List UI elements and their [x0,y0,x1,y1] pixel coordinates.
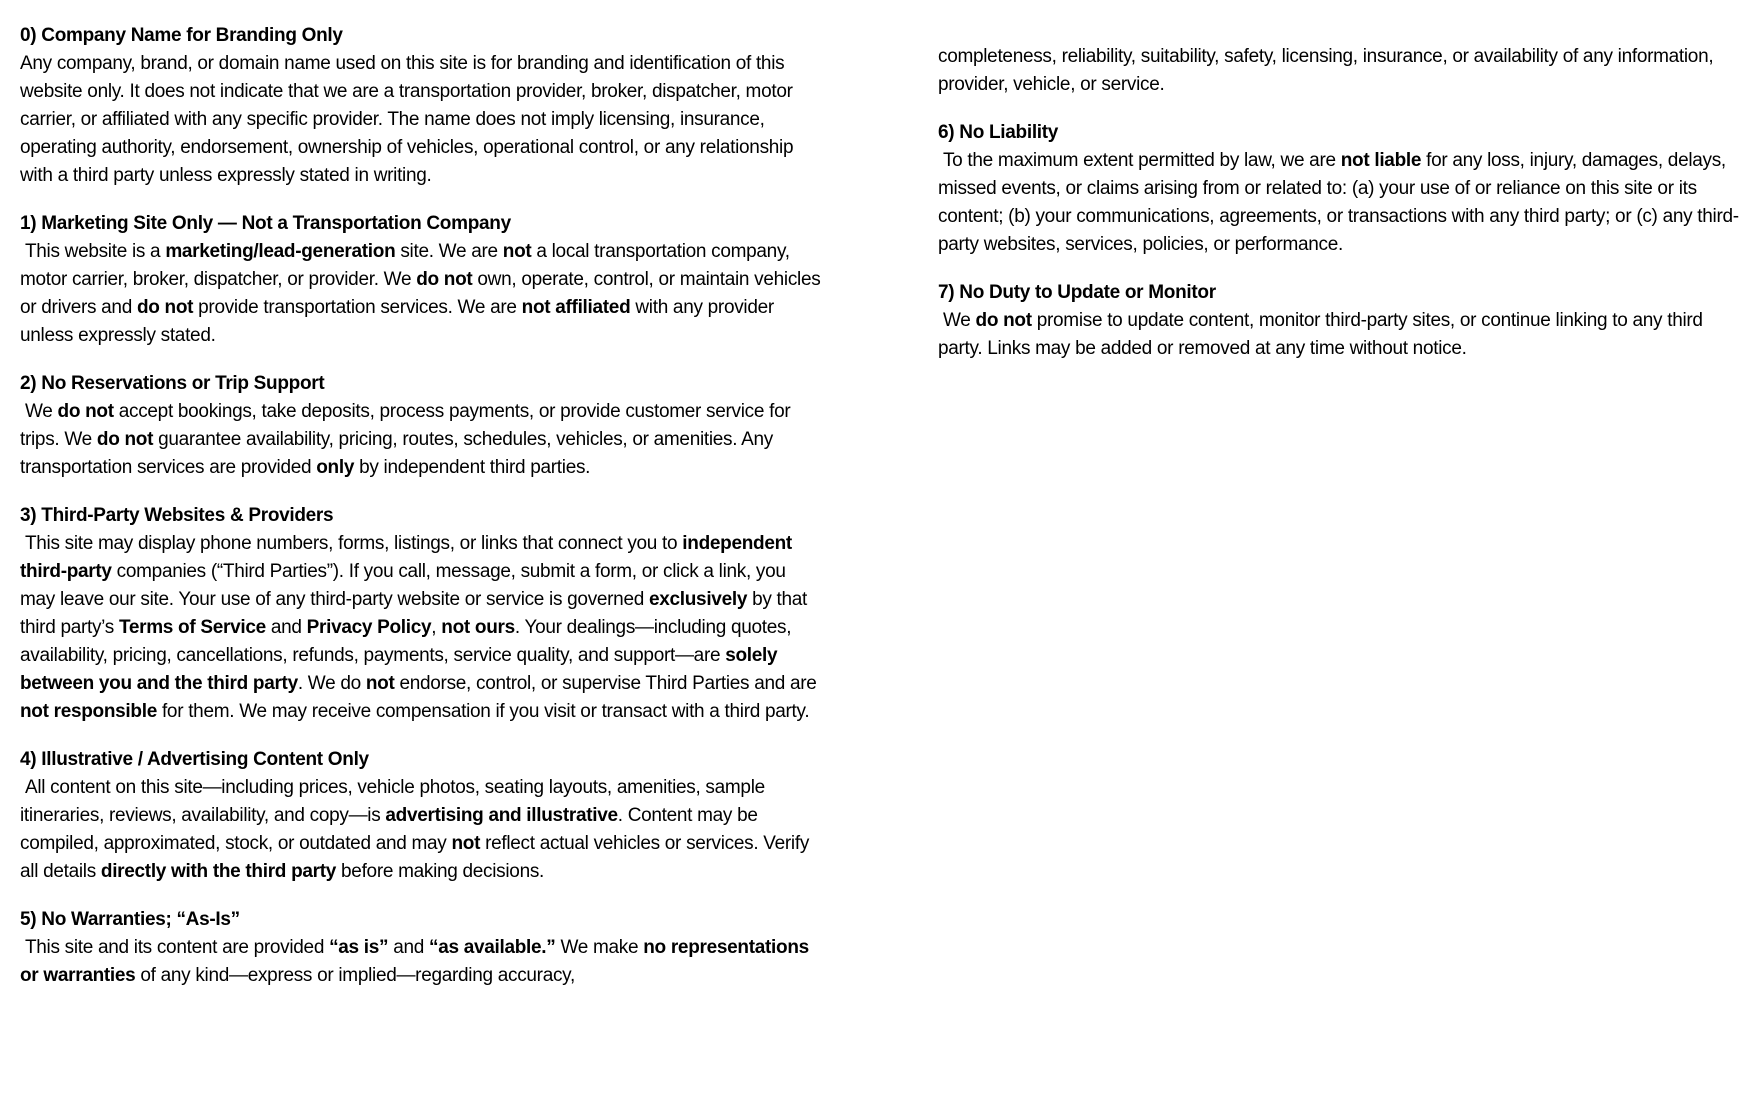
text-segment: companies (“Third Parties”). If you call, message, submit a form, or click a link, you may leave our site. Your use of any third-party website or service is governed [20,561,791,610]
bold-text-segment: do not [136,297,194,318]
text-segment: before making decisions. [336,861,545,882]
bold-text-segment: not [365,673,395,694]
text-segment: of any kind—express or implied—regarding accuracy, [135,965,575,986]
text-segment: site. We are [395,241,503,262]
text-segment: . Content may be compiled, approximated, stock, or outdated and may [20,805,763,854]
text-segment: This site may display phone numbers, forms, listings, or links that connect you to [20,533,683,554]
bold-text-segment: do not [57,401,114,422]
text-segment: by that third party’s [20,589,812,638]
text-segment: with any provider unless expressly stated. [20,297,779,346]
text-segment: for any loss, injury, damages, delays, missed events, or claims arising from or related to: (a) your use of or reliance on this site or its content; (b) your communications, agreements, or transactions with any third party; or (c) any third-party websites, services, policies, or performance. [938,150,1739,255]
bold-text-segment: directly with the third party [100,861,337,882]
text-segment: and [388,937,430,958]
bold-text-segment: do not [975,310,1032,331]
text-segment: promise to update content, monitor third-party sites, or continue linking to any third party. Links may be added or removed at any time without notice. [938,310,1708,359]
text-segment: own, operate, control, or maintain vehicles or drivers and [20,269,826,318]
text-segment: All content on this site—including prices, vehicle photos, seating layouts, amenities, sample itineraries, reviews, availability, and copy—is [20,777,770,826]
text-segment: Any company, brand, or domain name used on this site is for branding and identification of this website only. It does not indicate that we are a transportation provider, broker, dispatcher, motor carrier, or affiliated with any specific provider. The name does not imply licensing, insurance, operating authority, endorsement, ownership of vehicles, operational control, or any relationship with a third party unless expressly stated in writing. [20,53,799,186]
bold-text-segment: “as available.” [429,937,556,958]
text-segment: guarantee availability, pricing, routes, schedules, vehicles, or amenities. Any transportation services are provided [20,429,778,478]
section-body [20,50,825,190]
text-segment: reflect actual vehicles or services. Verify all details [20,833,815,882]
bold-text-segment: advertising and illustrative [385,805,618,826]
section-body [20,774,825,886]
section-body [20,530,825,726]
text-segment: completeness, reliability, suitability, safety, licensing, insurance, or availability of any information, provider, vehicle, or service. [938,46,1719,95]
disclaimer-section [20,210,825,350]
section-heading: 3) Third-Party Websites & Providers [20,505,334,526]
text-segment: We [20,401,58,422]
text-segment: by independent third parties. [354,457,591,478]
column-left [20,22,825,1113]
text-segment: We [938,310,976,331]
bold-text-segment: not liable [1340,150,1422,171]
section-body-continued [938,43,1743,99]
text-segment: We make [555,937,644,958]
section-heading: 0) Company Name for Branding Only [20,25,343,46]
disclaimer-section [20,746,825,886]
disclaimer-section [20,502,825,726]
disclaimer-section [938,119,1743,259]
text-segment: a local transportation company, motor carrier, broker, dispatcher, or provider. We [20,241,795,290]
bold-text-segment: solely between you and the third party [20,645,783,694]
bold-text-segment: do not [416,269,473,290]
text-segment: accept bookings, take deposits, process payments, or provide customer service for trips. We [20,401,796,450]
section-body [20,398,825,482]
bold-text-segment: exclusively [648,589,748,610]
bold-text-segment: not responsible [20,701,157,722]
text-segment: , [431,617,442,638]
section-heading: 6) No Liability [938,122,1059,143]
text-segment: . Your dealings—including quotes, availability, pricing, cancellations, refunds, payments, service quality, and support—are [20,617,797,666]
text-segment: To the maximum extent permitted by law, we are [938,150,1341,171]
column-right [938,22,1743,1113]
disclaimer-section [20,906,825,990]
bold-text-segment: Privacy Policy [306,617,432,638]
bold-text-segment: “as is” [329,937,389,958]
disclaimer-section [938,279,1743,363]
text-segment: and [265,617,307,638]
section-body [938,147,1743,259]
bold-text-segment: do not [96,429,154,450]
bold-text-segment: independent third-party [20,533,797,582]
bold-text-segment: marketing/lead-generation [165,241,396,262]
text-segment: This website is a [20,241,166,262]
section-body [20,238,825,350]
section-heading: 4) Illustrative / Advertising Content Only [20,749,369,770]
text-segment: for them. We may receive compensation if you visit or transact with a third party. [156,701,810,722]
section-heading: 5) No Warranties; “As-Is” [20,909,240,930]
section-heading: 1) Marketing Site Only — Not a Transportation Company [20,213,511,234]
bold-text-segment: Terms of Service [118,617,266,638]
text-segment: endorse, control, or supervise Third Parties and are [394,673,822,694]
bold-text-segment: no representations or warranties [20,937,814,986]
section-heading: 7) No Duty to Update or Monitor [938,282,1216,303]
disclaimer-section [20,370,825,482]
text-segment: . We do [297,673,366,694]
section-body [938,307,1743,363]
section-heading: 2) No Reservations or Trip Support [20,373,325,394]
bold-text-segment: not [502,241,532,262]
bold-text-segment: not ours [441,617,515,638]
disclaimer-section [938,43,1743,99]
bold-text-segment: only [316,457,355,478]
section-body [20,934,825,990]
text-segment: provide transportation services. We are [193,297,522,318]
bold-text-segment: not [451,833,481,854]
text-segment: This site and its content are provided [20,937,330,958]
disclaimer-section [20,22,825,190]
bold-text-segment: not affiliated [521,297,631,318]
